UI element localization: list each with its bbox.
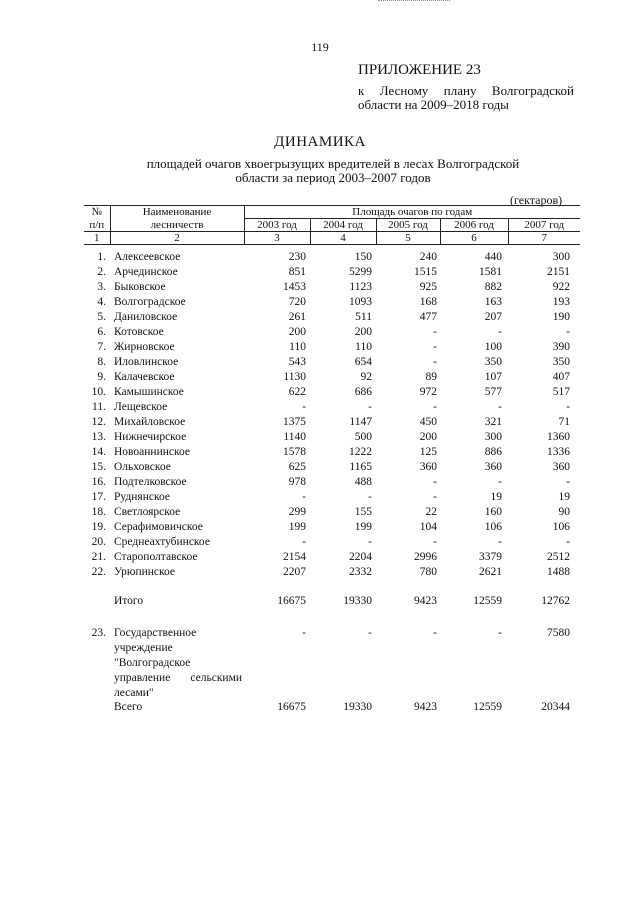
value-2006: 360 bbox=[484, 461, 502, 473]
itogo-value-2006: 12559 bbox=[473, 595, 502, 607]
forestry-name: Камышинское bbox=[114, 386, 184, 398]
table-row bbox=[84, 385, 580, 400]
forestry-name: Нижнечирское bbox=[114, 431, 187, 443]
value-2006: 2621 bbox=[479, 566, 502, 578]
table-row bbox=[84, 400, 580, 415]
value-2007: 300 bbox=[552, 251, 570, 263]
value-2006: 577 bbox=[484, 386, 502, 398]
row-number: 2. bbox=[97, 266, 106, 278]
value-2004: 654 bbox=[354, 356, 372, 368]
value-2004: - bbox=[368, 536, 372, 548]
value-2003: 1453 bbox=[283, 281, 306, 293]
units-label: (гектаров) bbox=[510, 193, 563, 207]
vsego-value-2005: 9423 bbox=[414, 701, 437, 713]
value-2006: 300 bbox=[484, 431, 502, 443]
forestry-name: Арчединское bbox=[114, 266, 178, 278]
header-name-line1: Наименование bbox=[110, 206, 244, 219]
value-2004: 150 bbox=[354, 251, 372, 263]
value-2007: 2151 bbox=[547, 266, 570, 278]
forestry-name: Иловлинское bbox=[114, 356, 179, 368]
vsego-value-2006: 12559 bbox=[473, 701, 502, 713]
header-year-2003: 2003 год bbox=[244, 219, 310, 232]
value-2006: 160 bbox=[484, 506, 502, 518]
row-number: 11. bbox=[92, 401, 106, 413]
header-colnum-5: 5 bbox=[376, 232, 440, 245]
page-number: 119 bbox=[311, 40, 329, 54]
vsego-value-2003: 16675 bbox=[277, 701, 306, 713]
header-area-group: Площадь очагов по годам bbox=[244, 206, 580, 219]
value-2005: 2996 bbox=[414, 551, 437, 563]
value-2004: - bbox=[368, 491, 372, 503]
institution-value-2005: - bbox=[433, 627, 437, 639]
value-2005: 360 bbox=[419, 461, 437, 473]
value-2005: 125 bbox=[419, 446, 437, 458]
vsego-value-2004: 19330 bbox=[343, 701, 372, 713]
value-2006: 3379 bbox=[479, 551, 502, 563]
row-number: 18. bbox=[91, 506, 106, 518]
table-row bbox=[84, 490, 580, 505]
value-2006: - bbox=[498, 401, 502, 413]
value-2006: 107 bbox=[484, 371, 502, 383]
value-2003: - bbox=[302, 491, 306, 503]
value-2006: 886 bbox=[484, 446, 502, 458]
row-number: 5. bbox=[97, 311, 106, 323]
forestry-name: Старополтавское bbox=[114, 551, 198, 563]
row-number: 8. bbox=[97, 356, 106, 368]
institution-num: 23. bbox=[91, 627, 106, 639]
value-2003: 720 bbox=[288, 296, 306, 308]
header-num-line1: № bbox=[84, 206, 110, 219]
itogo-value-2005: 9423 bbox=[414, 595, 437, 607]
value-2006: - bbox=[498, 476, 502, 488]
table-row bbox=[84, 415, 580, 430]
forestry-name: Быковское bbox=[114, 281, 166, 293]
itogo-value-2003: 16675 bbox=[277, 595, 306, 607]
table-row bbox=[84, 370, 580, 385]
value-2005: 925 bbox=[419, 281, 437, 293]
value-2006: 106 bbox=[484, 521, 502, 533]
value-2003: 851 bbox=[288, 266, 306, 278]
vsego-value-2007: 20344 bbox=[541, 701, 570, 713]
value-2004: 2204 bbox=[349, 551, 372, 563]
table-row bbox=[84, 295, 580, 310]
value-2005: - bbox=[433, 476, 437, 488]
row-number: 15. bbox=[91, 461, 106, 473]
value-2004: 110 bbox=[355, 341, 372, 353]
value-2004: 1222 bbox=[349, 446, 372, 458]
value-2007: - bbox=[566, 326, 570, 338]
value-2005: 780 bbox=[419, 566, 437, 578]
value-2006: 163 bbox=[484, 296, 502, 308]
forestry-name: Ольховское bbox=[114, 461, 171, 473]
value-2007: - bbox=[566, 476, 570, 488]
value-2005: 200 bbox=[419, 431, 437, 443]
forestry-name: Жирновское bbox=[114, 341, 175, 353]
table-row bbox=[84, 340, 580, 355]
value-2003: 1375 bbox=[283, 416, 306, 428]
appendix-title: ПРИЛОЖЕНИЕ 23 bbox=[358, 62, 481, 78]
document-subtitle-line2: области за период 2003–2007 годов bbox=[235, 170, 431, 185]
table-row bbox=[84, 520, 580, 535]
header-year-2007: 2007 год bbox=[508, 219, 580, 232]
forestry-name: Алексеевское bbox=[114, 251, 181, 263]
value-2003: 625 bbox=[288, 461, 306, 473]
value-2006: 19 bbox=[490, 491, 502, 503]
value-2003: - bbox=[302, 536, 306, 548]
document-title: ДИНАМИКА bbox=[274, 134, 366, 150]
header-colnum-2: 2 bbox=[110, 232, 244, 245]
value-2007: 106 bbox=[552, 521, 570, 533]
value-2005: - bbox=[433, 536, 437, 548]
vsego-label: Всего bbox=[114, 701, 143, 713]
value-2005: 1515 bbox=[414, 266, 437, 278]
row-number: 17. bbox=[91, 491, 106, 503]
value-2004: 511 bbox=[355, 311, 372, 323]
institution-value-2003: - bbox=[302, 627, 306, 639]
row-number: 3. bbox=[97, 281, 106, 293]
value-2003: 1130 bbox=[283, 371, 306, 383]
value-2003: 199 bbox=[288, 521, 306, 533]
value-2004: 200 bbox=[354, 326, 372, 338]
value-2007: 2512 bbox=[547, 551, 570, 563]
forestry-name: Даниловское bbox=[114, 311, 178, 323]
row-number: 6. bbox=[97, 326, 106, 338]
forestry-name: Котовское bbox=[114, 326, 164, 338]
forestry-name: Волгоградское bbox=[114, 296, 186, 308]
value-2005: - bbox=[433, 491, 437, 503]
value-2003: 230 bbox=[288, 251, 306, 263]
value-2004: 686 bbox=[354, 386, 372, 398]
vsego-row bbox=[84, 700, 580, 715]
value-2007: 922 bbox=[552, 281, 570, 293]
value-2005: 477 bbox=[419, 311, 437, 323]
value-2007: 1488 bbox=[547, 566, 570, 578]
row-number: 19. bbox=[91, 521, 106, 533]
row-number: 21. bbox=[91, 551, 106, 563]
table-row bbox=[84, 460, 580, 475]
value-2006: 440 bbox=[484, 251, 502, 263]
forestry-name: Серафимовичское bbox=[114, 521, 203, 533]
forestry-name: Подтелковское bbox=[114, 476, 187, 488]
value-2004: 1165 bbox=[349, 461, 372, 473]
value-2003: 2154 bbox=[283, 551, 306, 563]
value-2007: 517 bbox=[552, 386, 570, 398]
value-2005: 240 bbox=[419, 251, 437, 263]
value-2006: 882 bbox=[484, 281, 502, 293]
value-2004: 1123 bbox=[349, 281, 372, 293]
value-2007: - bbox=[566, 536, 570, 548]
header-colnum-7: 7 bbox=[508, 232, 580, 245]
value-2005: 104 bbox=[419, 521, 437, 533]
value-2003: 2207 bbox=[283, 566, 306, 578]
itogo-value-2007: 12762 bbox=[541, 595, 570, 607]
itogo-row bbox=[84, 594, 580, 609]
value-2004: 488 bbox=[354, 476, 372, 488]
row-number: 9. bbox=[97, 371, 106, 383]
value-2003: 1140 bbox=[283, 431, 306, 443]
value-2003: 200 bbox=[288, 326, 306, 338]
table-row bbox=[84, 355, 580, 370]
forestry-name: Калачевское bbox=[114, 371, 175, 383]
value-2004: 1093 bbox=[349, 296, 372, 308]
value-2007: 407 bbox=[552, 371, 570, 383]
value-2004: - bbox=[368, 401, 372, 413]
row-number: 13. bbox=[91, 431, 106, 443]
header-colnum-4: 4 bbox=[310, 232, 376, 245]
table-header bbox=[84, 205, 580, 245]
forestry-name: Светлоярское bbox=[114, 506, 181, 518]
header-year-2006: 2006 год bbox=[440, 219, 508, 232]
value-2005: 168 bbox=[419, 296, 437, 308]
value-2004: 155 bbox=[354, 506, 372, 518]
value-2005: 89 bbox=[425, 371, 437, 383]
value-2005: 450 bbox=[419, 416, 437, 428]
header-year-2004: 2004 год bbox=[310, 219, 376, 232]
table-row bbox=[84, 280, 580, 295]
value-2006: 321 bbox=[484, 416, 502, 428]
table-row bbox=[84, 445, 580, 460]
row-number: 22. bbox=[91, 566, 106, 578]
appendix-subtitle-line2: области на 2009–2018 годы bbox=[358, 97, 509, 112]
value-2006: - bbox=[498, 326, 502, 338]
value-2007: 193 bbox=[552, 296, 570, 308]
value-2003: 978 bbox=[288, 476, 306, 488]
value-2003: 543 bbox=[288, 356, 306, 368]
value-2007: 1336 bbox=[547, 446, 570, 458]
row-number: 14. bbox=[91, 446, 106, 458]
top-rule bbox=[378, 0, 450, 2]
value-2004: 500 bbox=[354, 431, 372, 443]
header-colnum-1: 1 bbox=[84, 232, 110, 245]
header-year-2005: 2005 год bbox=[376, 219, 440, 232]
value-2007: 71 bbox=[558, 416, 570, 428]
value-2005: 22 bbox=[425, 506, 437, 518]
table-row bbox=[84, 325, 580, 340]
header-colnum-3: 3 bbox=[244, 232, 310, 245]
value-2007: 190 bbox=[552, 311, 570, 323]
itogo-label: Итого bbox=[114, 595, 144, 607]
forestry-name: Михайловское bbox=[114, 416, 186, 428]
value-2003: 261 bbox=[288, 311, 306, 323]
row-number: 1. bbox=[97, 251, 106, 263]
table-row bbox=[84, 475, 580, 490]
header-colnum-6: 6 bbox=[440, 232, 508, 245]
forestry-name: Среднеахтубинское bbox=[114, 536, 210, 548]
value-2003: 299 bbox=[288, 506, 306, 518]
value-2007: 360 bbox=[552, 461, 570, 473]
document-subtitle-line1: площадей очагов хвоегрызущих вредителей в лесах Волгоградской bbox=[146, 156, 520, 171]
row-number: 4. bbox=[97, 296, 106, 308]
value-2006: - bbox=[498, 536, 502, 548]
appendix-subtitle-line1: к Лесному плану Волгоградской bbox=[358, 83, 574, 98]
value-2007: 350 bbox=[552, 356, 570, 368]
value-2006: 100 bbox=[484, 341, 502, 353]
value-2005: - bbox=[433, 356, 437, 368]
header-name-line2: лесничеств bbox=[110, 219, 244, 232]
value-2003: 110 bbox=[289, 341, 306, 353]
table-row bbox=[84, 505, 580, 520]
value-2003: 1578 bbox=[283, 446, 306, 458]
value-2004: 199 bbox=[354, 521, 372, 533]
forestry-name: Руднянское bbox=[114, 491, 170, 503]
value-2007: 19 bbox=[558, 491, 570, 503]
appendix-subtitle bbox=[358, 84, 574, 112]
row-number: 7. bbox=[97, 341, 106, 353]
table-row bbox=[84, 430, 580, 445]
table-body bbox=[84, 250, 580, 580]
institution-value-2004: - bbox=[368, 627, 372, 639]
value-2004: 5299 bbox=[349, 266, 372, 278]
value-2004: 1147 bbox=[349, 416, 372, 428]
table-row bbox=[84, 310, 580, 325]
itogo-value-2004: 19330 bbox=[343, 595, 372, 607]
table-row bbox=[84, 535, 580, 550]
value-2006: 350 bbox=[484, 356, 502, 368]
value-2007: 90 bbox=[558, 506, 570, 518]
forestry-name: Урюпинское bbox=[114, 566, 176, 578]
institution-value-2007: 7580 bbox=[547, 627, 570, 639]
forestry-name: Новоаннинское bbox=[114, 446, 190, 458]
row-number: 20. bbox=[91, 536, 106, 548]
table-row bbox=[84, 550, 580, 565]
value-2003: 622 bbox=[288, 386, 306, 398]
table-row bbox=[84, 265, 580, 280]
header-num-line2: п/п bbox=[84, 219, 110, 232]
row-number: 10. bbox=[91, 386, 106, 398]
value-2005: - bbox=[433, 326, 437, 338]
institution-value-2006: - bbox=[498, 627, 502, 639]
value-2005: - bbox=[433, 341, 437, 353]
institution-name: Государственное учреждение "Волгоградское управление сельскими лесами" bbox=[114, 627, 242, 699]
value-2006: 1581 bbox=[479, 266, 502, 278]
value-2005: 972 bbox=[419, 386, 437, 398]
row-number: 16. bbox=[91, 476, 106, 488]
document-subtitle bbox=[90, 157, 576, 185]
value-2003: - bbox=[302, 401, 306, 413]
table-row bbox=[84, 565, 580, 580]
forestry-name: Лещевское bbox=[114, 401, 168, 413]
value-2004: 2332 bbox=[349, 566, 372, 578]
value-2006: 207 bbox=[484, 311, 502, 323]
value-2004: 92 bbox=[360, 371, 372, 383]
row-number: 12. bbox=[91, 416, 106, 428]
table-row bbox=[84, 250, 580, 265]
value-2007: 1360 bbox=[547, 431, 570, 443]
value-2007: 390 bbox=[552, 341, 570, 353]
value-2007: - bbox=[566, 401, 570, 413]
value-2005: - bbox=[433, 401, 437, 413]
